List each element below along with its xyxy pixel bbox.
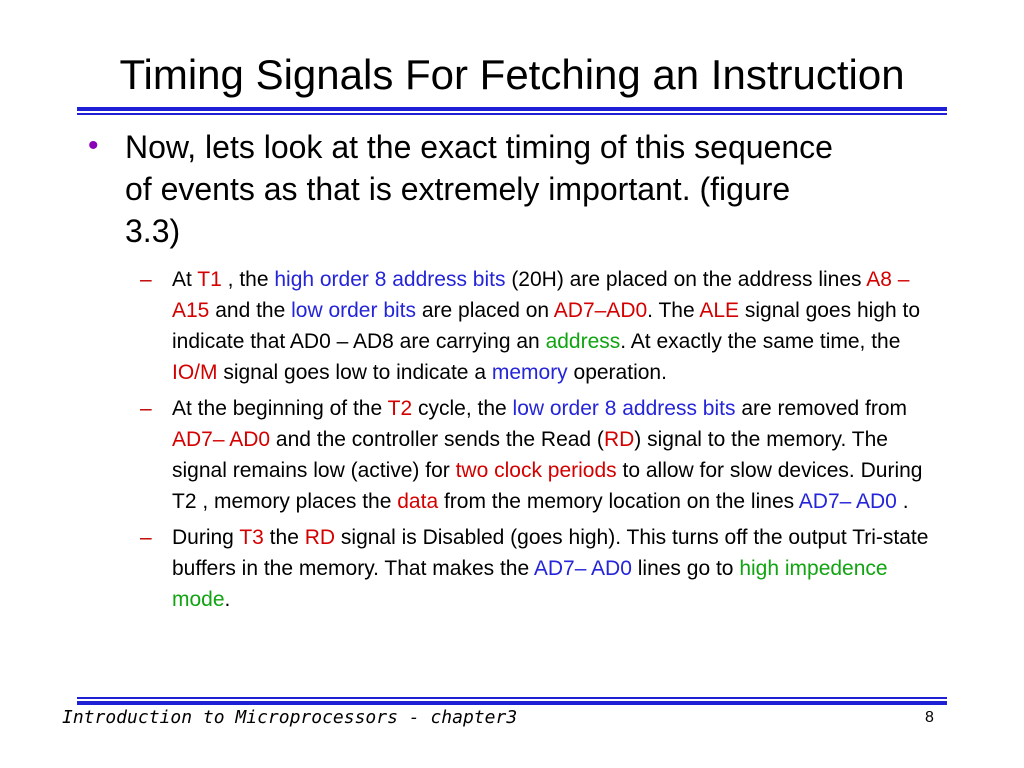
text-run: . — [896, 490, 909, 513]
text-run: lines go to — [631, 557, 740, 580]
main-bullet-text: Now, lets look at the exact timing of this sequence of events as that is extremely important. (figure 3.3) — [125, 129, 833, 249]
dash-marker: – — [140, 397, 152, 420]
dash-marker: – — [140, 268, 152, 291]
highlight-term: A8 – A15 — [172, 268, 910, 322]
text-run: ) signal to the memory. The signal remains low (active) for — [172, 428, 888, 482]
highlight-term: AD7– AD0 — [172, 428, 271, 451]
text-run: At — [172, 268, 198, 291]
text-run: . — [224, 588, 231, 611]
highlight-term: RD — [603, 428, 635, 451]
highlight-term: T2 — [387, 397, 413, 420]
footer-text: Introduction to Microprocessors - chapter3 — [62, 707, 518, 728]
text-run: and the — [209, 299, 292, 322]
text-run: During — [172, 526, 240, 549]
highlight-term: memory — [491, 361, 568, 384]
text-run: signal goes high to indicate that AD0 – AD8 are carrying an — [172, 299, 920, 353]
text-run: . The — [647, 299, 700, 322]
dash-marker: – — [140, 526, 152, 549]
slide-title: Timing Signals For Fetching an Instruction — [119, 51, 905, 98]
highlight-term: data — [397, 490, 439, 513]
text-run: cycle, the — [412, 397, 513, 420]
highlight-term: T3 — [239, 526, 264, 549]
highlight-term: low order bits — [291, 299, 416, 322]
page-number: 8 — [925, 709, 934, 726]
text-run: operation. — [567, 361, 667, 384]
highlight-term: IO/M — [172, 361, 218, 384]
text-run: signal goes low to indicate a — [217, 361, 492, 384]
highlight-term: two clock periods — [455, 459, 617, 482]
text-run: and the controller sends the Read ( — [270, 428, 604, 451]
highlight-term: address — [545, 330, 621, 353]
text-run: (20H) are placed on the address lines — [505, 268, 867, 291]
text-run: At the beginning of the — [172, 397, 388, 420]
sub-bullet-t3 — [140, 522, 940, 615]
highlight-term: high impedence mode — [172, 557, 888, 611]
sub-bullet-list — [140, 264, 940, 620]
highlight-term: AD7– AD0 — [798, 490, 897, 513]
highlight-term: high order 8 address bits — [274, 268, 506, 291]
text-run: signal is Disabled (goes high). This turns off the output Tri-state buffers in the memory. That makes the — [172, 526, 929, 580]
highlight-term: AD7–AD0 — [553, 299, 648, 322]
highlight-term: RD — [304, 526, 336, 549]
text-run: from the memory location on the lines — [438, 490, 799, 513]
highlight-term: T1 — [197, 268, 222, 291]
highlight-term: low order 8 address bits — [512, 397, 736, 420]
text-run: the — [263, 526, 305, 549]
sub-bullet-t1 — [140, 264, 940, 388]
text-run: are placed on — [416, 299, 554, 322]
bullet-marker: • — [88, 129, 99, 162]
title-divider — [77, 107, 947, 115]
sub-bullet-t2 — [140, 393, 940, 517]
text-run: to allow for slow devices. During T2 , memory places the — [172, 459, 923, 513]
highlight-term: AD7– AD0 — [533, 557, 632, 580]
highlight-term: ALE — [699, 299, 740, 322]
text-run: , the — [221, 268, 275, 291]
text-run: are removed from — [735, 397, 908, 420]
footer-divider — [77, 697, 947, 705]
text-run: . At exactly the same time, the — [620, 330, 901, 353]
